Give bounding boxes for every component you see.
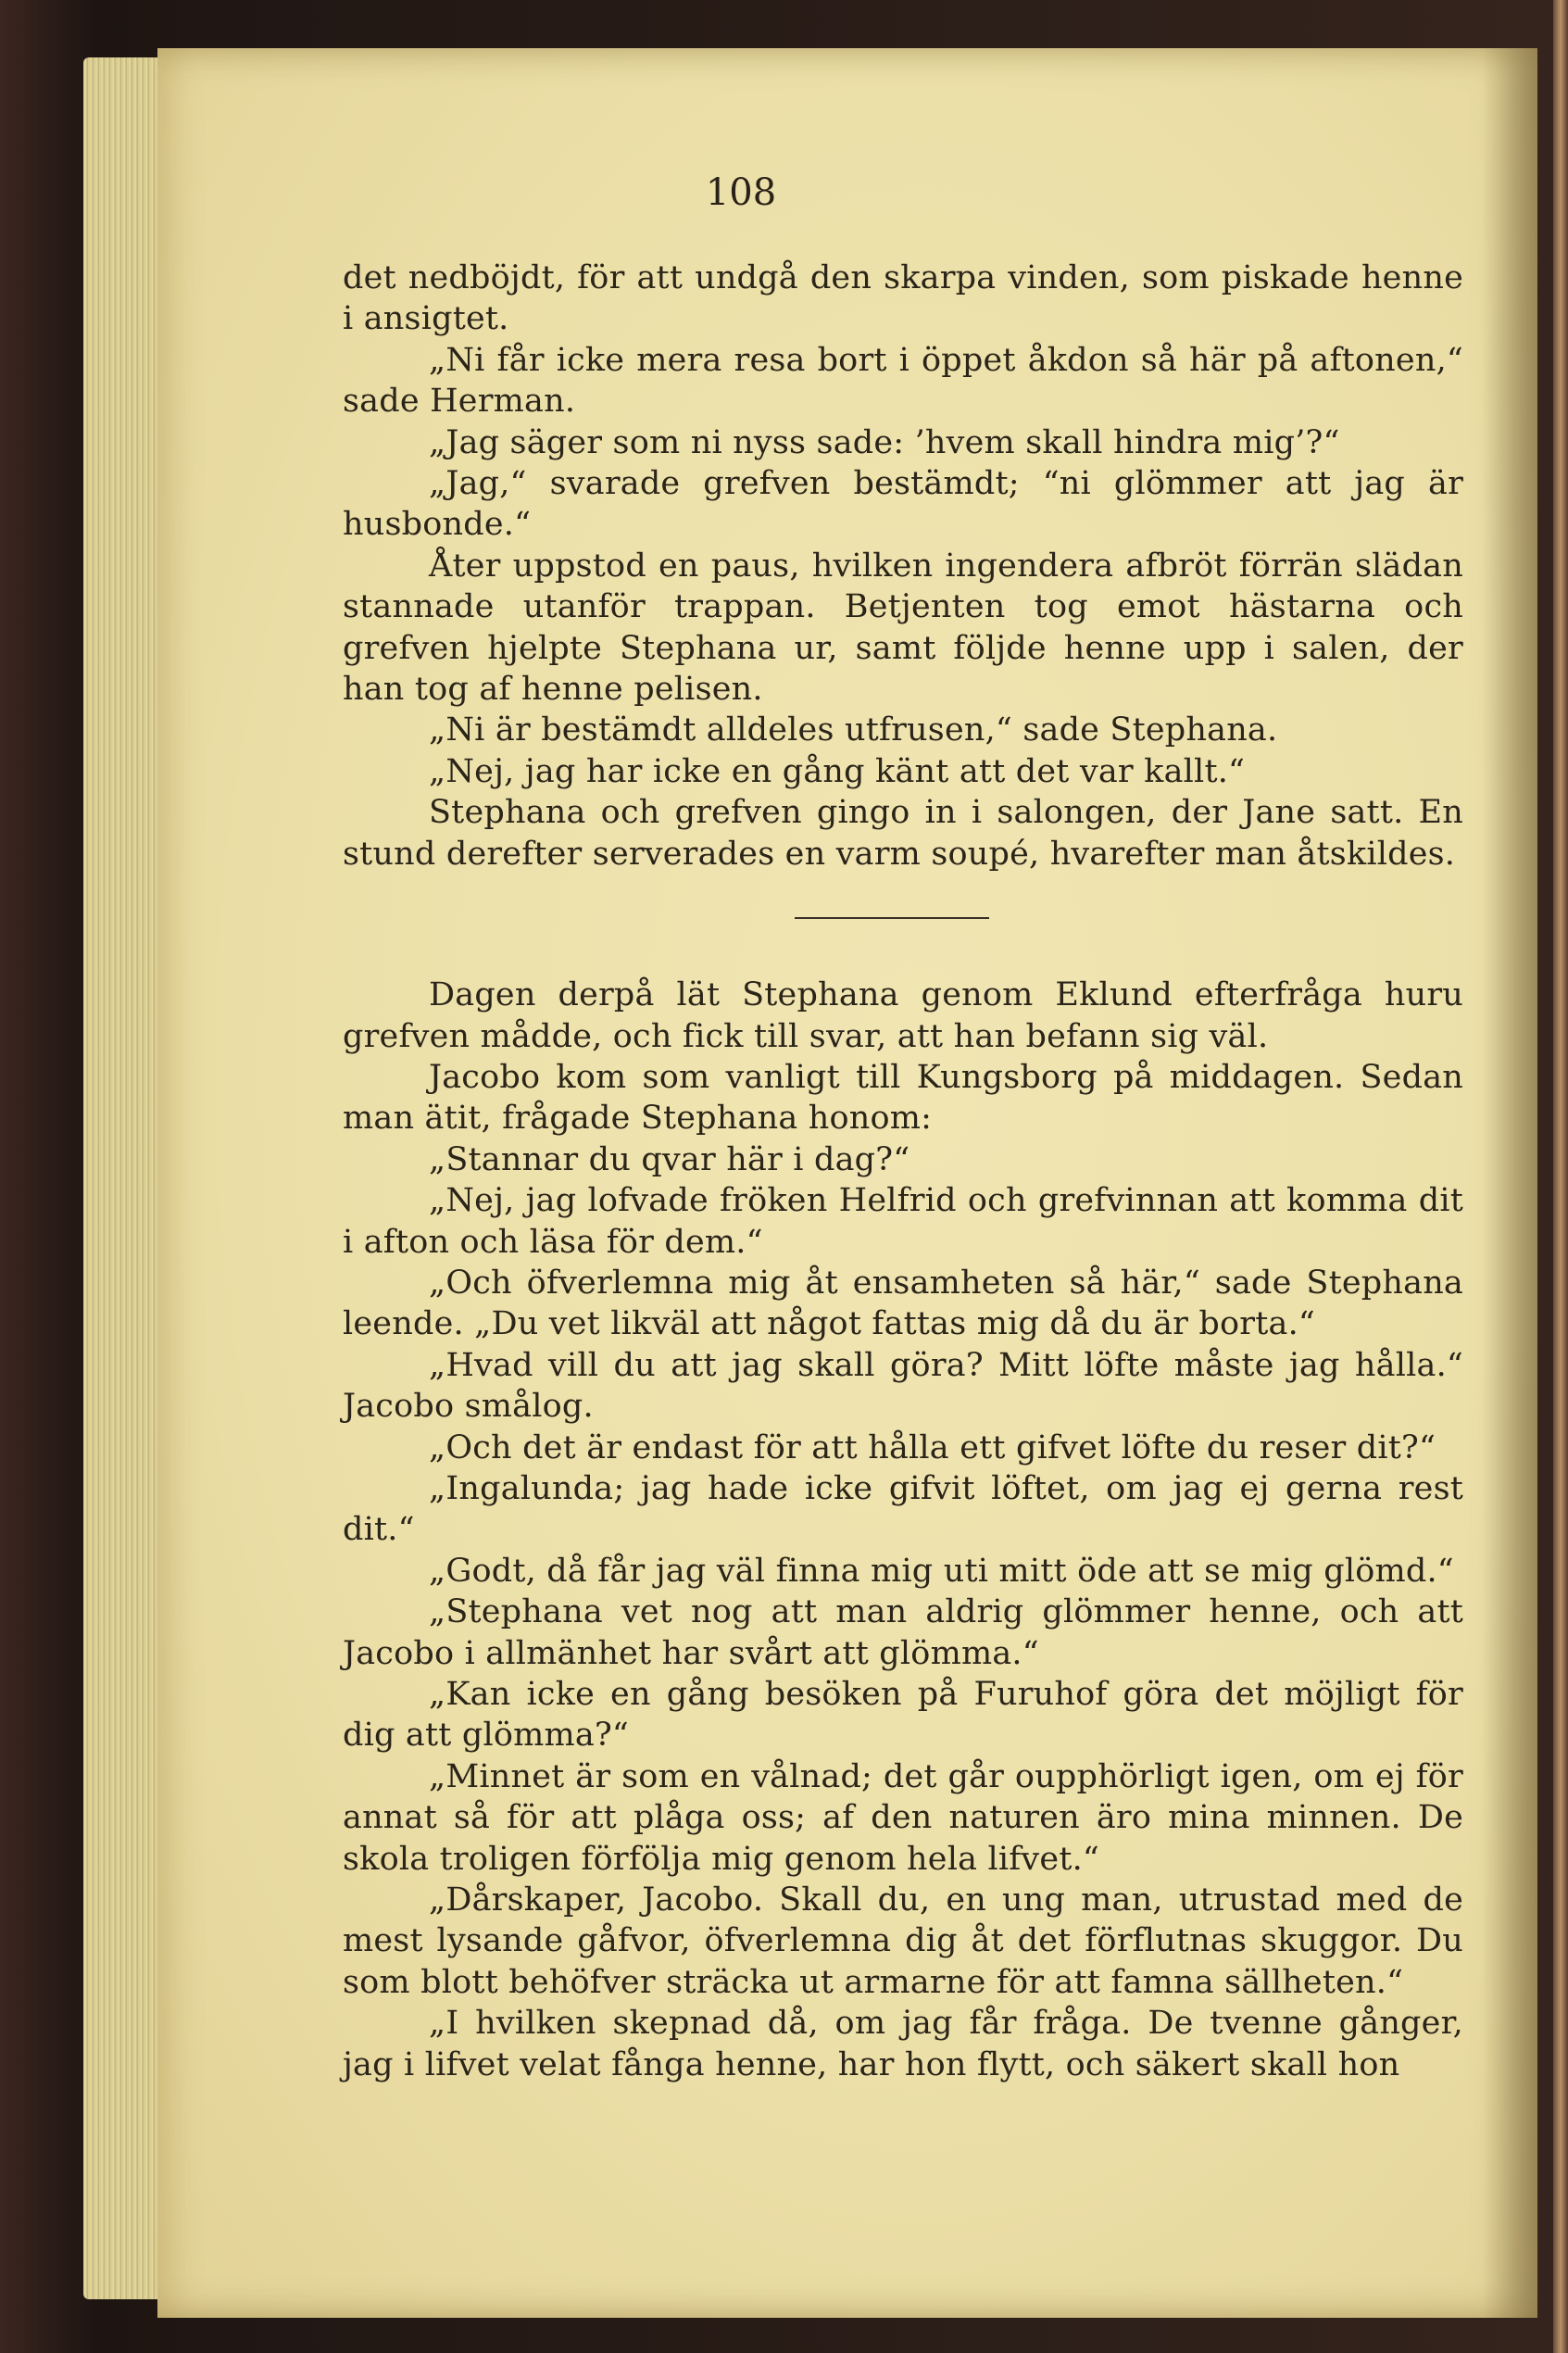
paragraph: „Jag säger som ni nyss sade: ’hvem skall hindra mig’?“ <box>429 423 1340 461</box>
paragraph: „Och öfverlemna mig åt ensamheten så här,“ sade Stephana leende. „Du vet likväl att något fattas mig då du är borta.“ <box>343 1264 1463 1343</box>
paragraph: „I hvilken skepnad då, om jag får fråga. De tvenne gånger, jag i lifvet velat fånga henne, har hon flytt, och säkert skall hon <box>343 2005 1463 2083</box>
paragraph: „Dårskaper, Jacobo. Skall du, en ung man, utrustad med de mest lysande gåfvor, öfverlemna dig åt det förflutnas skuggor. Du som blott behöfver sträcka ut armarne för att famna sällheten.“ <box>343 1881 1463 2001</box>
paragraph: Stephana och grefven gingo in i salongen, der Jane satt. En stund derefter serverades en varm soupé, hvarefter man åtskildes. <box>343 794 1463 873</box>
paragraph: Dagen derpå lät Stephana genom Eklund efterfråga huru grefven mådde, och fick till svar, att han befann sig väl. <box>343 976 1463 1055</box>
page-number: 108 <box>705 171 777 214</box>
paragraph: „Ingalunda; jag hade icke gifvit löftet, om jag ej gerna rest dit.“ <box>343 1469 1463 1549</box>
paragraph: Åter uppstod en paus, hvilken ingendera afbröt förrän slädan stannade utanför trappan. Betjenten tog emot hästarna och grefven hjelpte Stephana ur, samt följde henne upp i salen, der han tog af henne pelisen. <box>343 547 1463 709</box>
paragraph: „Jag,“ svarade grefven bestämdt; “ni glömmer att jag är husbonde.“ <box>343 465 1463 544</box>
page-text <box>343 258 1463 2085</box>
page-gutter-shadow <box>1482 48 1537 2318</box>
book-cover-edge <box>1553 0 1568 2353</box>
paragraph: Jacobo kom som vanligt till Kungsborg på middagen. Sedan man ätit, frågade Stephana honom: <box>343 1058 1463 1138</box>
paragraph: „Ni får icke mera resa bort i öppet åkdon så här på aftonen,“ sade Herman. <box>343 341 1463 421</box>
paragraph: „Nej, jag har icke en gång känt att det var kallt.“ <box>429 752 1246 790</box>
paragraph: „Ni är bestämdt alldeles utfrusen,“ sade Stephana. <box>429 711 1278 749</box>
paragraph: „Kan icke en gång besöken på Furuhof göra det möjligt för dig att glömma?“ <box>343 1676 1463 1755</box>
paragraph: „Stannar du qvar här i dag?“ <box>429 1140 910 1178</box>
paragraph: „Hvad vill du att jag skall göra? Mitt löfte måste jag hålla.“ Jacobo smålog. <box>343 1346 1463 1426</box>
paragraph: „Stephana vet nog att man aldrig glömmer henne, och att Jacobo i allmänhet har svårt att glömma.“ <box>343 1593 1463 1672</box>
section-divider <box>795 917 989 919</box>
paragraph: det nedböjdt, för att undgå den skarpa vinden, som piskade henne i ansigtet. <box>343 259 1463 338</box>
paragraph: „Och det är endast för att hålla ett gifvet löfte du reser dit?“ <box>429 1428 1436 1466</box>
paragraph: „Nej, jag lofvade fröken Helfrid och grefvinnan att komma dit i afton och läsa för dem.“ <box>343 1182 1463 1261</box>
paragraph: „Minnet är som en vålnad; det går oupphörligt igen, om ej för annat så för att plåga oss; af den naturen äro mina minnen. De skola troligen förfölja mig genom hela lifvet.“ <box>343 1757 1463 1878</box>
paragraph: „Godt, då får jag väl finna mig uti mitt öde att se mig glömd.“ <box>429 1552 1454 1590</box>
